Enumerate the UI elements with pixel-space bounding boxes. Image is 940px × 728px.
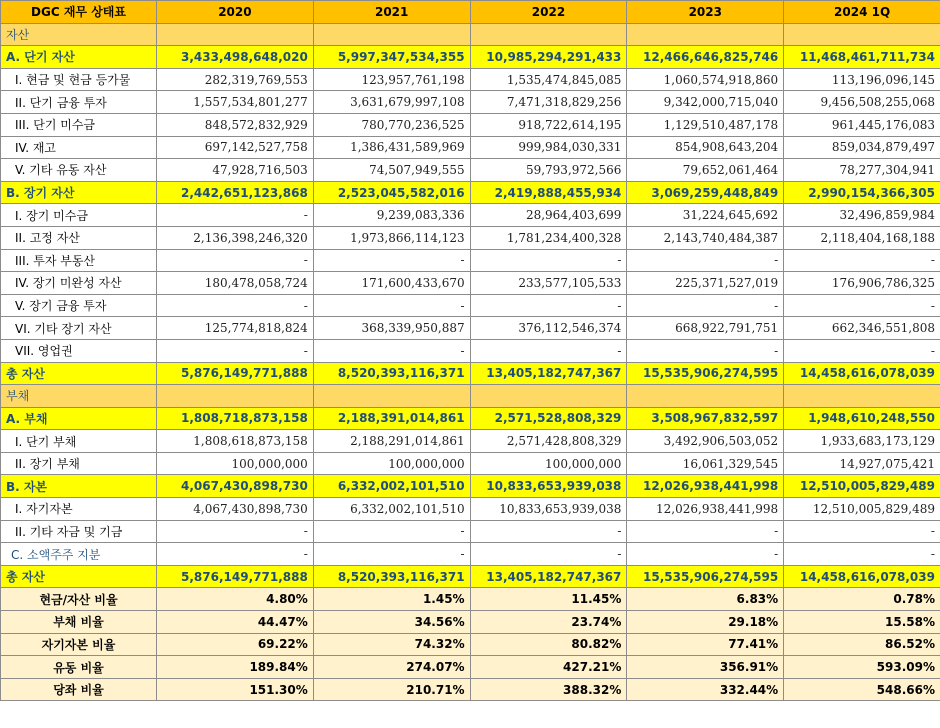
value-cell: 32,496,859,984 xyxy=(784,204,940,227)
value-cell: 548.66% xyxy=(784,678,940,701)
value-cell: 332.44% xyxy=(627,678,784,701)
value-cell: - xyxy=(470,520,627,543)
value-cell: 14,458,616,078,039 xyxy=(784,565,940,588)
row-label: B. 자본 xyxy=(1,475,157,498)
table-row xyxy=(1,249,940,272)
value-cell: 961,445,176,083 xyxy=(784,113,940,136)
value-cell: 1,808,618,873,158 xyxy=(157,430,314,453)
value-cell: 1,557,534,801,277 xyxy=(157,91,314,114)
value-cell: 28,964,403,699 xyxy=(470,204,627,227)
value-cell: 100,000,000 xyxy=(157,452,314,475)
value-cell: 2,188,391,014,861 xyxy=(313,407,470,430)
value-cell: 1.45% xyxy=(313,588,470,611)
value-cell: 3,492,906,503,052 xyxy=(627,430,784,453)
value-cell: 189.84% xyxy=(157,656,314,679)
row-label: II. 단기 금융 투자 xyxy=(1,91,157,114)
row-label: IV. 재고 xyxy=(1,136,157,159)
value-cell xyxy=(784,385,940,408)
subtotal-row xyxy=(1,565,940,588)
subtotal-row xyxy=(1,181,940,204)
value-cell: 0.78% xyxy=(784,588,940,611)
value-cell: - xyxy=(313,543,470,566)
value-cell: - xyxy=(157,520,314,543)
table-row xyxy=(1,543,940,566)
year-header: 2024 1Q xyxy=(784,1,940,24)
value-cell: 1,973,866,114,123 xyxy=(313,226,470,249)
value-cell: 44.47% xyxy=(157,611,314,634)
subtotal-row xyxy=(1,407,940,430)
value-cell: 14,458,616,078,039 xyxy=(784,362,940,385)
value-cell: 274.07% xyxy=(313,656,470,679)
value-cell: - xyxy=(627,249,784,272)
value-cell: 10,985,294,291,433 xyxy=(470,46,627,69)
value-cell: 3,069,259,448,849 xyxy=(627,181,784,204)
value-cell: 171,600,433,670 xyxy=(313,272,470,295)
row-label: 부채 xyxy=(1,385,157,408)
value-cell: 180,478,058,724 xyxy=(157,272,314,295)
value-cell: 74,507,949,555 xyxy=(313,159,470,182)
value-cell: 11.45% xyxy=(470,588,627,611)
row-label: I. 장기 미수금 xyxy=(1,204,157,227)
value-cell: 427.21% xyxy=(470,656,627,679)
value-cell: 1,060,574,918,860 xyxy=(627,68,784,91)
row-label: 자기자본 비율 xyxy=(1,633,157,656)
value-cell: 47,928,716,503 xyxy=(157,159,314,182)
value-cell: 69.22% xyxy=(157,633,314,656)
value-cell: 176,906,786,325 xyxy=(784,272,940,295)
value-cell: 11,468,461,711,734 xyxy=(784,46,940,69)
subtotal-row xyxy=(1,362,940,385)
value-cell: - xyxy=(784,249,940,272)
table-row xyxy=(1,68,940,91)
value-cell: 6.83% xyxy=(627,588,784,611)
value-cell: 3,433,498,648,020 xyxy=(157,46,314,69)
value-cell: - xyxy=(157,339,314,362)
value-cell: 2,143,740,484,387 xyxy=(627,226,784,249)
row-label: V. 기타 유동 자산 xyxy=(1,159,157,182)
value-cell: 100,000,000 xyxy=(313,452,470,475)
value-cell: 80.82% xyxy=(470,633,627,656)
value-cell: 9,239,083,336 xyxy=(313,204,470,227)
value-cell: 9,342,000,715,040 xyxy=(627,91,784,114)
value-cell: 6,332,002,101,510 xyxy=(313,498,470,521)
header-row xyxy=(1,1,940,24)
value-cell: 1,129,510,487,178 xyxy=(627,113,784,136)
value-cell: 6,332,002,101,510 xyxy=(313,475,470,498)
row-label: 당좌 비율 xyxy=(1,678,157,701)
value-cell: 2,188,291,014,861 xyxy=(313,430,470,453)
value-cell: 282,319,769,553 xyxy=(157,68,314,91)
value-cell: 10,833,653,939,038 xyxy=(470,475,627,498)
table-row xyxy=(1,339,940,362)
value-cell: - xyxy=(784,294,940,317)
value-cell: 5,876,149,771,888 xyxy=(157,565,314,588)
row-label: 유동 비율 xyxy=(1,656,157,679)
value-cell: 2,571,528,808,329 xyxy=(470,407,627,430)
value-cell: 100,000,000 xyxy=(470,452,627,475)
value-cell: - xyxy=(313,249,470,272)
value-cell: 16,061,329,545 xyxy=(627,452,784,475)
value-cell: 356.91% xyxy=(627,656,784,679)
value-cell: 918,722,614,195 xyxy=(470,113,627,136)
ratio-row xyxy=(1,678,940,701)
row-label: III. 단기 미수금 xyxy=(1,113,157,136)
value-cell: 999,984,030,331 xyxy=(470,136,627,159)
table-body xyxy=(1,23,940,701)
value-cell: 210.71% xyxy=(313,678,470,701)
value-cell: 123,957,761,198 xyxy=(313,68,470,91)
value-cell: 1,781,234,400,328 xyxy=(470,226,627,249)
value-cell: - xyxy=(470,339,627,362)
row-label: VI. 기타 장기 자산 xyxy=(1,317,157,340)
table-row xyxy=(1,430,940,453)
value-cell xyxy=(313,385,470,408)
value-cell: - xyxy=(157,543,314,566)
value-cell: 4.80% xyxy=(157,588,314,611)
ratio-row xyxy=(1,633,940,656)
value-cell: 113,196,096,145 xyxy=(784,68,940,91)
year-header: 2023 xyxy=(627,1,784,24)
row-label: 부채 비율 xyxy=(1,611,157,634)
table-row xyxy=(1,452,940,475)
value-cell: 78,277,304,941 xyxy=(784,159,940,182)
value-cell: 12,026,938,441,998 xyxy=(627,475,784,498)
value-cell: 859,034,879,497 xyxy=(784,136,940,159)
value-cell: - xyxy=(784,543,940,566)
value-cell: 8,520,393,116,371 xyxy=(313,565,470,588)
table-row xyxy=(1,136,940,159)
value-cell: 388.32% xyxy=(470,678,627,701)
value-cell: 225,371,527,019 xyxy=(627,272,784,295)
value-cell: 233,577,105,533 xyxy=(470,272,627,295)
table-row xyxy=(1,159,940,182)
value-cell: 2,118,404,168,188 xyxy=(784,226,940,249)
table-row xyxy=(1,204,940,227)
value-cell: 125,774,818,824 xyxy=(157,317,314,340)
value-cell: 1,808,718,873,158 xyxy=(157,407,314,430)
value-cell: 77.41% xyxy=(627,633,784,656)
row-label: C. 소액주주 지분 xyxy=(1,543,157,566)
value-cell: 59,793,972,566 xyxy=(470,159,627,182)
row-label: 현금/자산 비율 xyxy=(1,588,157,611)
row-label: V. 장기 금융 투자 xyxy=(1,294,157,317)
value-cell: - xyxy=(470,249,627,272)
value-cell: 12,466,646,825,746 xyxy=(627,46,784,69)
value-cell: 151.30% xyxy=(157,678,314,701)
row-label: III. 투자 부동산 xyxy=(1,249,157,272)
value-cell: 86.52% xyxy=(784,633,940,656)
value-cell: 29.18% xyxy=(627,611,784,634)
section-row xyxy=(1,23,940,46)
value-cell: 780,770,236,525 xyxy=(313,113,470,136)
value-cell: 662,346,551,808 xyxy=(784,317,940,340)
value-cell: - xyxy=(313,520,470,543)
table-row xyxy=(1,520,940,543)
value-cell: 593.09% xyxy=(784,656,940,679)
ratio-row xyxy=(1,656,940,679)
value-cell: 14,927,075,421 xyxy=(784,452,940,475)
value-cell: 4,067,430,898,730 xyxy=(157,498,314,521)
table-row xyxy=(1,226,940,249)
value-cell: 5,876,149,771,888 xyxy=(157,362,314,385)
value-cell: - xyxy=(784,339,940,362)
value-cell xyxy=(784,23,940,46)
value-cell: 4,067,430,898,730 xyxy=(157,475,314,498)
value-cell xyxy=(313,23,470,46)
value-cell: - xyxy=(157,294,314,317)
value-cell: 854,908,643,204 xyxy=(627,136,784,159)
value-cell xyxy=(470,23,627,46)
value-cell: 13,405,182,747,367 xyxy=(470,565,627,588)
subtotal-row xyxy=(1,46,940,69)
row-label: I. 현금 및 현금 등가물 xyxy=(1,68,157,91)
value-cell xyxy=(627,385,784,408)
table-row xyxy=(1,113,940,136)
value-cell: 2,571,428,808,329 xyxy=(470,430,627,453)
row-label: I. 자기자본 xyxy=(1,498,157,521)
value-cell: 12,026,938,441,998 xyxy=(627,498,784,521)
value-cell: - xyxy=(627,339,784,362)
value-cell: 2,523,045,582,016 xyxy=(313,181,470,204)
value-cell: - xyxy=(627,520,784,543)
row-label: VII. 영업권 xyxy=(1,339,157,362)
value-cell: 34.56% xyxy=(313,611,470,634)
section-row xyxy=(1,385,940,408)
ratio-row xyxy=(1,611,940,634)
value-cell: 10,833,653,939,038 xyxy=(470,498,627,521)
value-cell: 31,224,645,692 xyxy=(627,204,784,227)
value-cell: 2,990,154,366,305 xyxy=(784,181,940,204)
value-cell: 2,442,651,123,868 xyxy=(157,181,314,204)
row-label: II. 기타 자금 및 기금 xyxy=(1,520,157,543)
value-cell: - xyxy=(470,543,627,566)
value-cell: 74.32% xyxy=(313,633,470,656)
value-cell: 668,922,791,751 xyxy=(627,317,784,340)
value-cell: 2,136,398,246,320 xyxy=(157,226,314,249)
value-cell: 12,510,005,829,489 xyxy=(784,498,940,521)
table-row xyxy=(1,294,940,317)
row-label: II. 고정 자산 xyxy=(1,226,157,249)
value-cell: - xyxy=(627,294,784,317)
subtotal-row xyxy=(1,475,940,498)
value-cell: 8,520,393,116,371 xyxy=(313,362,470,385)
value-cell: 368,339,950,887 xyxy=(313,317,470,340)
value-cell xyxy=(627,23,784,46)
row-label: IV. 장기 미완성 자산 xyxy=(1,272,157,295)
value-cell: 23.74% xyxy=(470,611,627,634)
value-cell: - xyxy=(157,249,314,272)
value-cell xyxy=(157,385,314,408)
year-header: 2020 xyxy=(157,1,314,24)
value-cell: 13,405,182,747,367 xyxy=(470,362,627,385)
value-cell xyxy=(470,385,627,408)
row-label: A. 부채 xyxy=(1,407,157,430)
value-cell: 1,948,610,248,550 xyxy=(784,407,940,430)
value-cell: 15,535,906,274,595 xyxy=(627,362,784,385)
row-label: A. 단기 자산 xyxy=(1,46,157,69)
value-cell: 12,510,005,829,489 xyxy=(784,475,940,498)
table-row xyxy=(1,91,940,114)
value-cell: - xyxy=(784,520,940,543)
value-cell: - xyxy=(157,204,314,227)
value-cell: - xyxy=(627,543,784,566)
value-cell: 848,572,832,929 xyxy=(157,113,314,136)
value-cell: 2,419,888,455,934 xyxy=(470,181,627,204)
row-label: B. 장기 자산 xyxy=(1,181,157,204)
value-cell: 3,508,967,832,597 xyxy=(627,407,784,430)
year-header: 2021 xyxy=(313,1,470,24)
value-cell: - xyxy=(313,294,470,317)
value-cell: 1,386,431,589,969 xyxy=(313,136,470,159)
ratio-row xyxy=(1,588,940,611)
value-cell: 7,471,318,829,256 xyxy=(470,91,627,114)
value-cell: 376,112,546,374 xyxy=(470,317,627,340)
value-cell: 1,535,474,845,085 xyxy=(470,68,627,91)
table-row xyxy=(1,272,940,295)
row-label: 자산 xyxy=(1,23,157,46)
table-row xyxy=(1,317,940,340)
value-cell: 15,535,906,274,595 xyxy=(627,565,784,588)
row-label: 총 자산 xyxy=(1,565,157,588)
row-label: 총 자산 xyxy=(1,362,157,385)
table-row xyxy=(1,498,940,521)
row-label: II. 장기 부채 xyxy=(1,452,157,475)
row-label: I. 단기 부채 xyxy=(1,430,157,453)
value-cell: - xyxy=(470,294,627,317)
value-cell: 3,631,679,997,108 xyxy=(313,91,470,114)
value-cell: 5,997,347,534,355 xyxy=(313,46,470,69)
value-cell xyxy=(157,23,314,46)
value-cell: 15.58% xyxy=(784,611,940,634)
year-header: 2022 xyxy=(470,1,627,24)
value-cell: 79,652,061,464 xyxy=(627,159,784,182)
value-cell: 9,456,508,255,068 xyxy=(784,91,940,114)
value-cell: 697,142,527,758 xyxy=(157,136,314,159)
value-cell: - xyxy=(313,339,470,362)
value-cell: 1,933,683,173,129 xyxy=(784,430,940,453)
table-title: DGC 재무 상태표 xyxy=(1,1,157,24)
